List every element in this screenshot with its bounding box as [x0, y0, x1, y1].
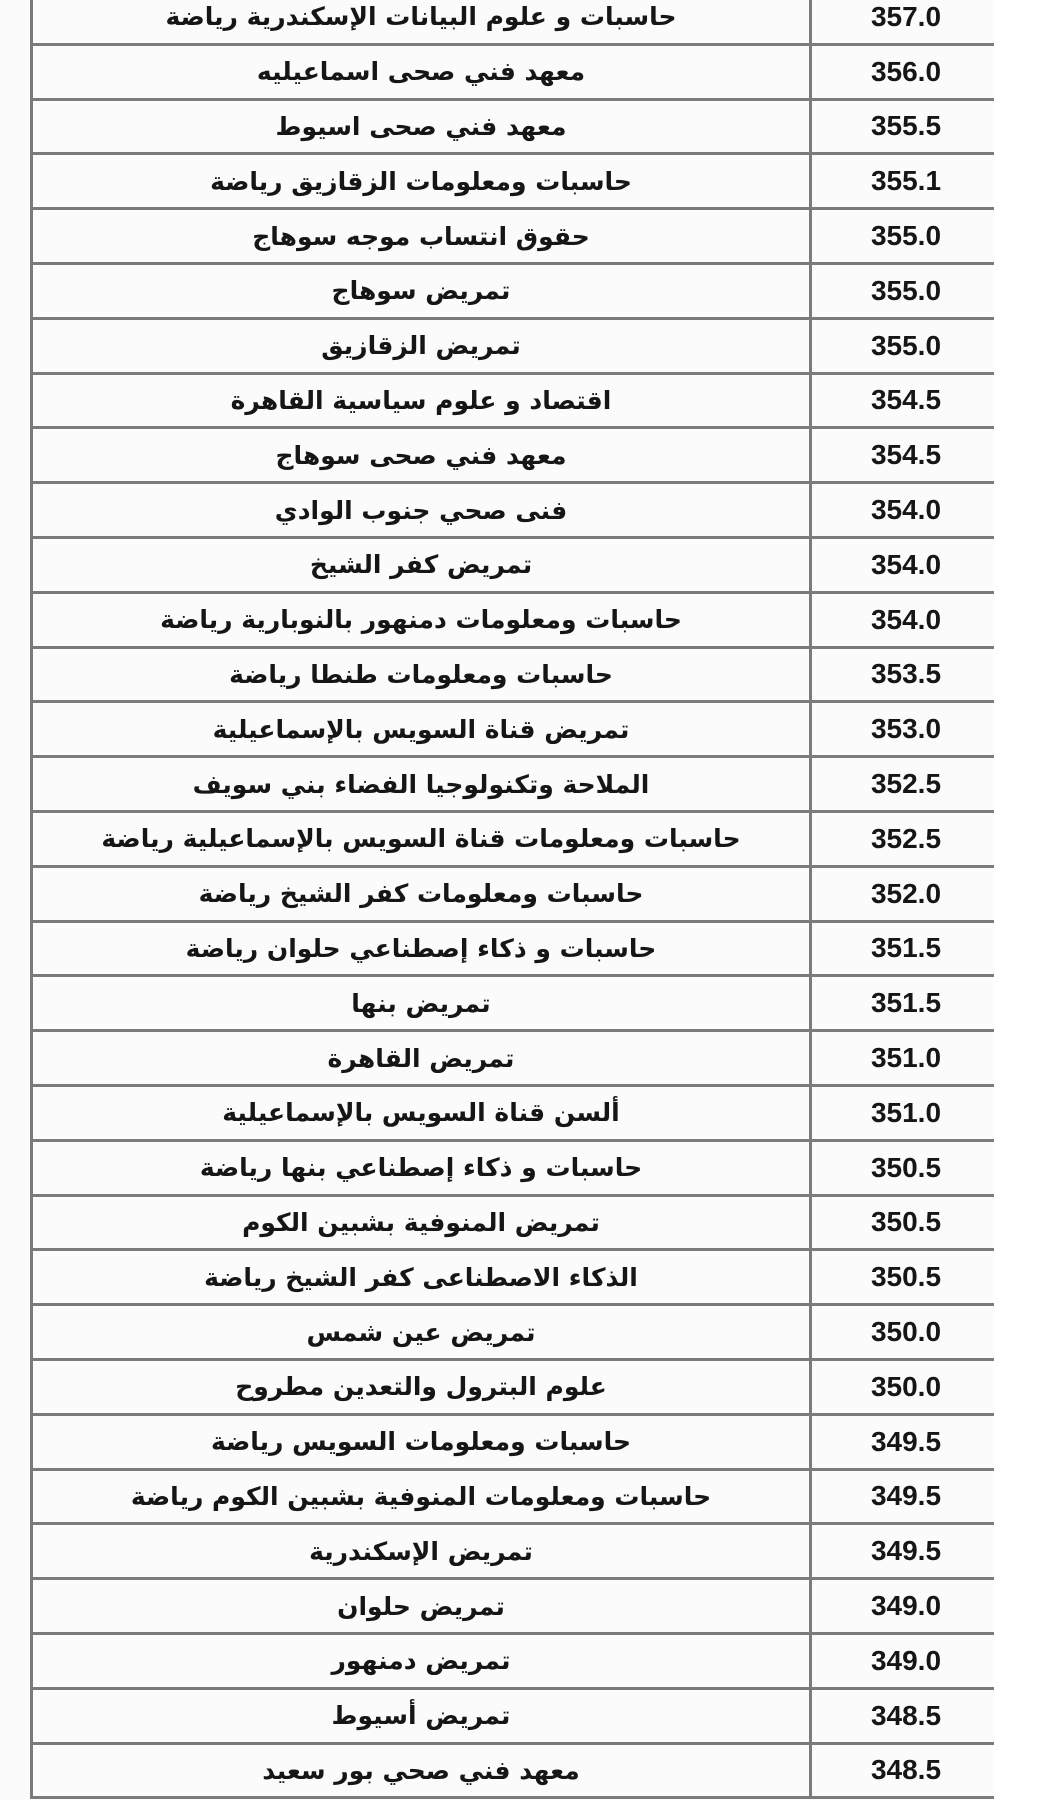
faculty-name-cell: فنى صحي جنوب الوادي — [33, 483, 811, 538]
score-cell: 355.0 — [811, 209, 1001, 264]
table-row — [33, 428, 1000, 483]
score-cell: 348.5 — [811, 1688, 1001, 1743]
table-row — [33, 1195, 1000, 1250]
table-row — [33, 1085, 1000, 1140]
faculty-name-cell: تمريض دمنهور — [33, 1633, 811, 1688]
results-table-body — [33, 0, 1000, 1798]
table-row — [33, 1305, 1000, 1360]
table-row — [33, 44, 1000, 99]
faculty-name-cell: تمريض القاهرة — [33, 1031, 811, 1086]
score-cell: 354.0 — [811, 483, 1001, 538]
faculty-name-cell: تمريض أسيوط — [33, 1688, 811, 1743]
faculty-name-cell: حاسبات ومعلومات طنطا رياضة — [33, 647, 811, 702]
table-row — [33, 1633, 1000, 1688]
table-row — [33, 209, 1000, 264]
faculty-name-cell: معهد فني صحي بور سعيد — [33, 1743, 811, 1798]
faculty-name-cell: حاسبات ومعلومات السويس رياضة — [33, 1414, 811, 1469]
faculty-name-cell: تمريض عين شمس — [33, 1305, 811, 1360]
score-cell: 349.0 — [811, 1633, 1001, 1688]
score-cell: 350.0 — [811, 1305, 1001, 1360]
table-row — [33, 0, 1000, 44]
faculty-name-cell: حاسبات ومعلومات الزقازيق رياضة — [33, 154, 811, 209]
faculty-name-cell: معهد فني صحى سوهاج — [33, 428, 811, 483]
faculty-name-cell: تمريض بنها — [33, 976, 811, 1031]
faculty-name-cell: الملاحة وتكنولوجيا الفضاء بني سويف — [33, 757, 811, 812]
results-table — [33, 0, 1000, 1799]
score-cell: 354.5 — [811, 373, 1001, 428]
page-margin — [994, 0, 1056, 1800]
score-cell: 351.5 — [811, 976, 1001, 1031]
table-row — [33, 647, 1000, 702]
faculty-name-cell: تمريض كفر الشيخ — [33, 537, 811, 592]
faculty-name-cell: تمريض قناة السويس بالإسماعيلية — [33, 702, 811, 757]
score-cell: 356.0 — [811, 44, 1001, 99]
table-row — [33, 1359, 1000, 1414]
score-cell: 351.5 — [811, 921, 1001, 976]
faculty-name-cell: تمريض سوهاج — [33, 263, 811, 318]
score-cell: 354.5 — [811, 428, 1001, 483]
table-row — [33, 537, 1000, 592]
table-row — [33, 373, 1000, 428]
faculty-name-cell: حاسبات ومعلومات كفر الشيخ رياضة — [33, 866, 811, 921]
score-cell: 349.5 — [811, 1524, 1001, 1579]
table-row — [33, 318, 1000, 373]
faculty-name-cell: حاسبات ومعلومات قناة السويس بالإسماعيلية رياضة — [33, 811, 811, 866]
score-cell: 352.0 — [811, 866, 1001, 921]
table-row — [33, 1743, 1000, 1798]
table-row — [33, 592, 1000, 647]
score-cell: 355.0 — [811, 263, 1001, 318]
score-cell: 353.0 — [811, 702, 1001, 757]
faculty-name-cell: ألسن قناة السويس بالإسماعيلية — [33, 1085, 811, 1140]
table-row — [33, 263, 1000, 318]
faculty-name-cell: حقوق انتساب موجه سوهاج — [33, 209, 811, 264]
table-row — [33, 1524, 1000, 1579]
faculty-name-cell: حاسبات و ذكاء إصطناعي حلوان رياضة — [33, 921, 811, 976]
score-cell: 350.5 — [811, 1140, 1001, 1195]
score-cell: 357.0 — [811, 0, 1001, 44]
score-cell: 354.0 — [811, 592, 1001, 647]
score-cell: 352.5 — [811, 811, 1001, 866]
results-table-frame — [30, 0, 1000, 1799]
table-row — [33, 1414, 1000, 1469]
table-row — [33, 1579, 1000, 1634]
score-cell: 350.5 — [811, 1195, 1001, 1250]
table-row — [33, 99, 1000, 154]
table-row — [33, 1688, 1000, 1743]
table-row — [33, 1140, 1000, 1195]
score-cell: 355.1 — [811, 154, 1001, 209]
faculty-name-cell: معهد فني صحى اسيوط — [33, 99, 811, 154]
score-cell: 352.5 — [811, 757, 1001, 812]
score-cell: 349.5 — [811, 1414, 1001, 1469]
table-row — [33, 866, 1000, 921]
score-cell: 354.0 — [811, 537, 1001, 592]
table-row — [33, 483, 1000, 538]
score-cell: 350.5 — [811, 1250, 1001, 1305]
faculty-name-cell: حاسبات و ذكاء إصطناعي بنها رياضة — [33, 1140, 811, 1195]
faculty-name-cell: تمريض حلوان — [33, 1579, 811, 1634]
table-row — [33, 154, 1000, 209]
faculty-name-cell: اقتصاد و علوم سياسية القاهرة — [33, 373, 811, 428]
faculty-name-cell: حاسبات ومعلومات دمنهور بالنوبارية رياضة — [33, 592, 811, 647]
table-row — [33, 811, 1000, 866]
score-cell: 353.5 — [811, 647, 1001, 702]
table-row — [33, 1469, 1000, 1524]
faculty-name-cell: تمريض المنوفية بشبين الكوم — [33, 1195, 811, 1250]
table-row — [33, 1031, 1000, 1086]
table-row — [33, 921, 1000, 976]
table-row — [33, 976, 1000, 1031]
score-cell: 349.0 — [811, 1579, 1001, 1634]
score-cell: 350.0 — [811, 1359, 1001, 1414]
table-row — [33, 757, 1000, 812]
faculty-name-cell: تمريض الإسكندرية — [33, 1524, 811, 1579]
table-row — [33, 1250, 1000, 1305]
faculty-name-cell: حاسبات ومعلومات المنوفية بشبين الكوم رياضة — [33, 1469, 811, 1524]
faculty-name-cell: تمريض الزقازيق — [33, 318, 811, 373]
score-cell: 355.5 — [811, 99, 1001, 154]
score-cell: 349.5 — [811, 1469, 1001, 1524]
score-cell: 351.0 — [811, 1085, 1001, 1140]
table-row — [33, 702, 1000, 757]
faculty-name-cell: الذكاء الاصطناعى كفر الشيخ رياضة — [33, 1250, 811, 1305]
faculty-name-cell: علوم البترول والتعدين مطروح — [33, 1359, 811, 1414]
faculty-name-cell: معهد فني صحى اسماعيليه — [33, 44, 811, 99]
faculty-name-cell: حاسبات و علوم البيانات الإسكندرية رياضة — [33, 0, 811, 44]
score-cell: 351.0 — [811, 1031, 1001, 1086]
score-cell: 355.0 — [811, 318, 1001, 373]
score-cell: 348.5 — [811, 1743, 1001, 1798]
